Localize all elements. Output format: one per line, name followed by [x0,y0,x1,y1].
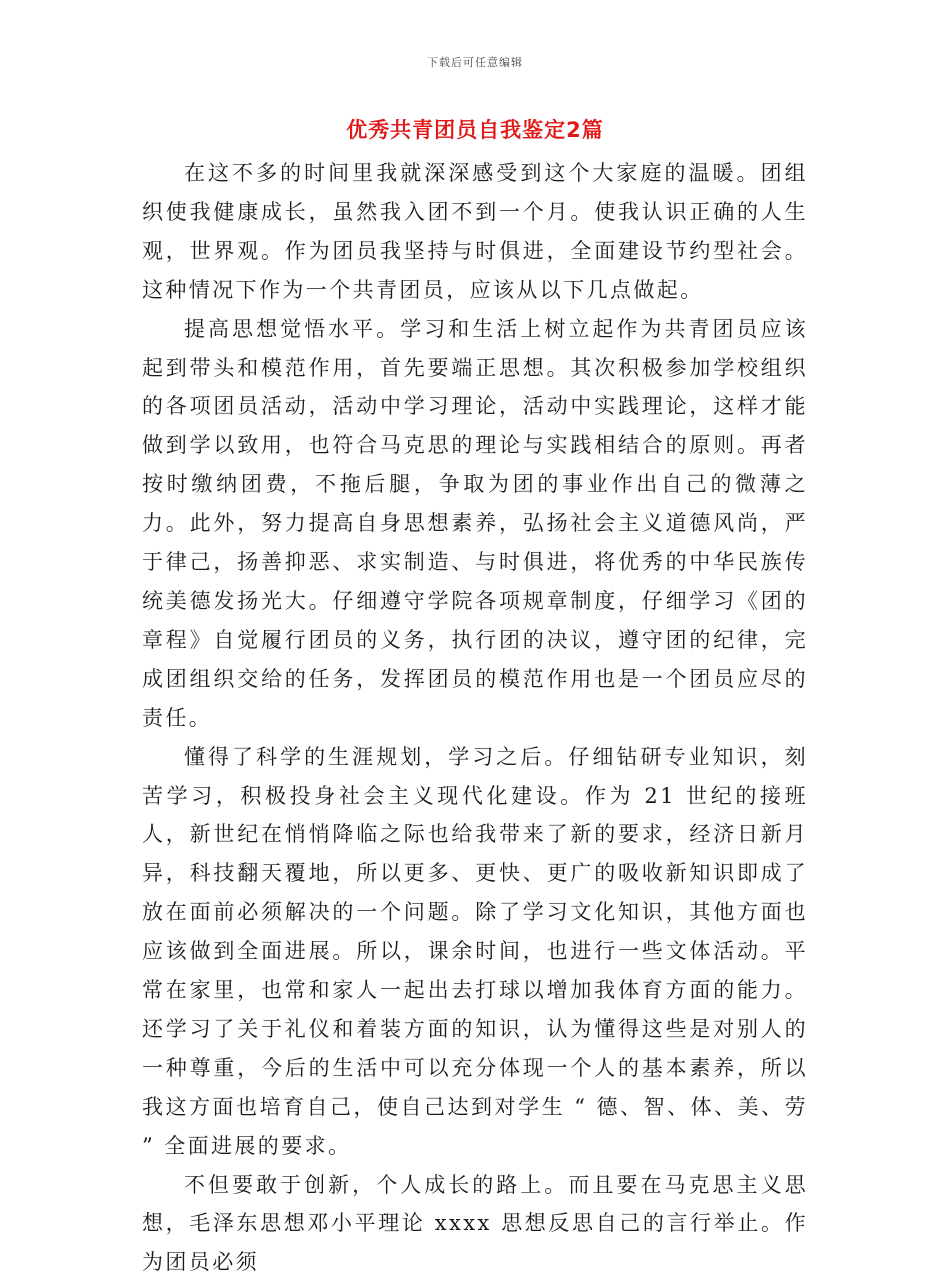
document-title: 优秀共青团员自我鉴定2篇 [346,118,604,142]
document-body [142,154,808,1282]
header-note: 下载后可任意编辑 [427,56,523,69]
paragraph-1: 在这不多的时间里我就深深感受到这个大家庭的温暖。团组织使我健康成长，虽然我入团不到一个月。使我认识正确的人生观，世界观。作为团员我坚持与时俱进，全面建设节约型社会。这种情况下作为一个共青团员，应该从以下几点做起。 [142,161,808,302]
paragraph-4: 不但要敢于创新，个人成长的路上。而且要在马克思主义思想，毛泽东思想邓小平理论 xxxx 思想反思自己的言行举止。作为团员必须 [142,1172,808,1275]
paragraph-3: 懂得了科学的生涯规划，学习之后。仔细钻研专业知识，刻苦学习，积极投身社会主义现代化建设。作为 21 世纪的接班人，新世纪在悄悄降临之际也给我带来了新的要求，经济日新月异，科技翻天覆地，所以更多、更快、更广的吸收新知识即成了放在面前必须解决的一个问题。除了学习文化知识，其他方面也应该做到全面进展。所以，课余时间，也进行一些文体活动。平常在家里，也常和家人一起出去打球以增加我体育方面的能力。还学习了关于礼仪和着装方面的知识，认为懂得这些是对别人的一种尊重，今后的生活中可以充分体现一个人的基本素养，所以我这方面也培育自己，使自己达到对学生 “ 德、智、体、美、劳 ” 全面进展的要求。 [142,744,808,1158]
paragraph-2: 提高思想觉悟水平。学习和生活上树立起作为共青团员应该起到带头和模范作用，首先要端正思想。其次积极参加学校组织的各项团员活动，活动中学习理论，活动中实践理论，这样才能做到学以致用，也符合马克思的理论与实践相结合的原则。再者按时缴纳团费，不拖后腿，争取为团的事业作出自己的微薄之力。此外，努力提高自身思想素养，弘扬社会主义道德风尚，严于律己，扬善抑恶、求实制造、与时俱进，将优秀的中华民族传统美德发扬光大。仔细遵守学院各项规章制度，仔细学习《团的章程》自觉履行团员的义务，执行团的决议，遵守团的纪律，完成团组织交给的任务，发挥团员的模范作用也是一个团员应尽的责任。 [142,316,808,730]
